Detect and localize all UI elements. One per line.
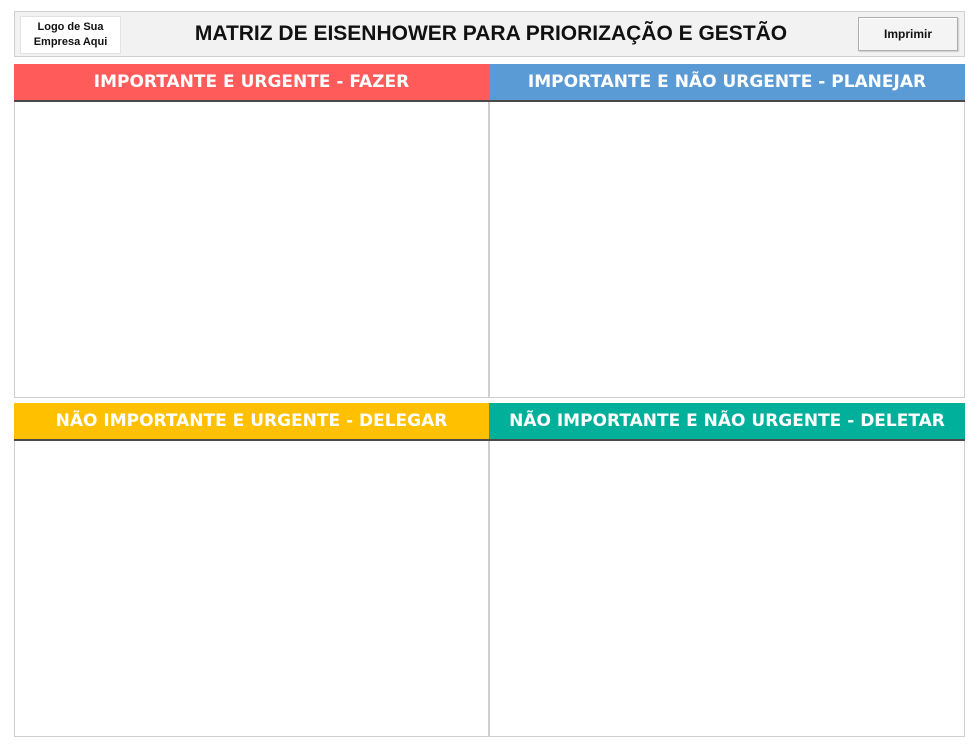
quadrant-delete xyxy=(489,403,965,737)
print-button[interactable]: Imprimir xyxy=(858,17,958,51)
quadrant-delegate-header: NÃO IMPORTANTE E URGENTE - DELEGAR xyxy=(14,403,489,441)
header-bar xyxy=(14,11,965,57)
quadrant-delegate-task-area[interactable] xyxy=(14,441,489,737)
quadrant-plan-task-area[interactable] xyxy=(489,102,965,398)
quadrant-delete-task-area[interactable] xyxy=(489,441,965,737)
page-title: MATRIZ DE EISENHOWER PARA PRIORIZAÇÃO E GESTÃO xyxy=(194,22,788,45)
quadrant-plan-header: IMPORTANTE E NÃO URGENTE - PLANEJAR xyxy=(489,64,965,102)
quadrant-plan xyxy=(489,64,965,398)
company-logo-placeholder: Logo de Sua Empresa Aqui xyxy=(20,16,121,54)
quadrant-do-task-area[interactable] xyxy=(14,102,489,398)
quadrant-do-header: IMPORTANTE E URGENTE - FAZER xyxy=(14,64,489,102)
quadrant-do xyxy=(14,64,489,398)
quadrant-delete-header: NÃO IMPORTANTE E NÃO URGENTE - DELETAR xyxy=(489,403,965,441)
quadrant-delegate xyxy=(14,403,489,737)
